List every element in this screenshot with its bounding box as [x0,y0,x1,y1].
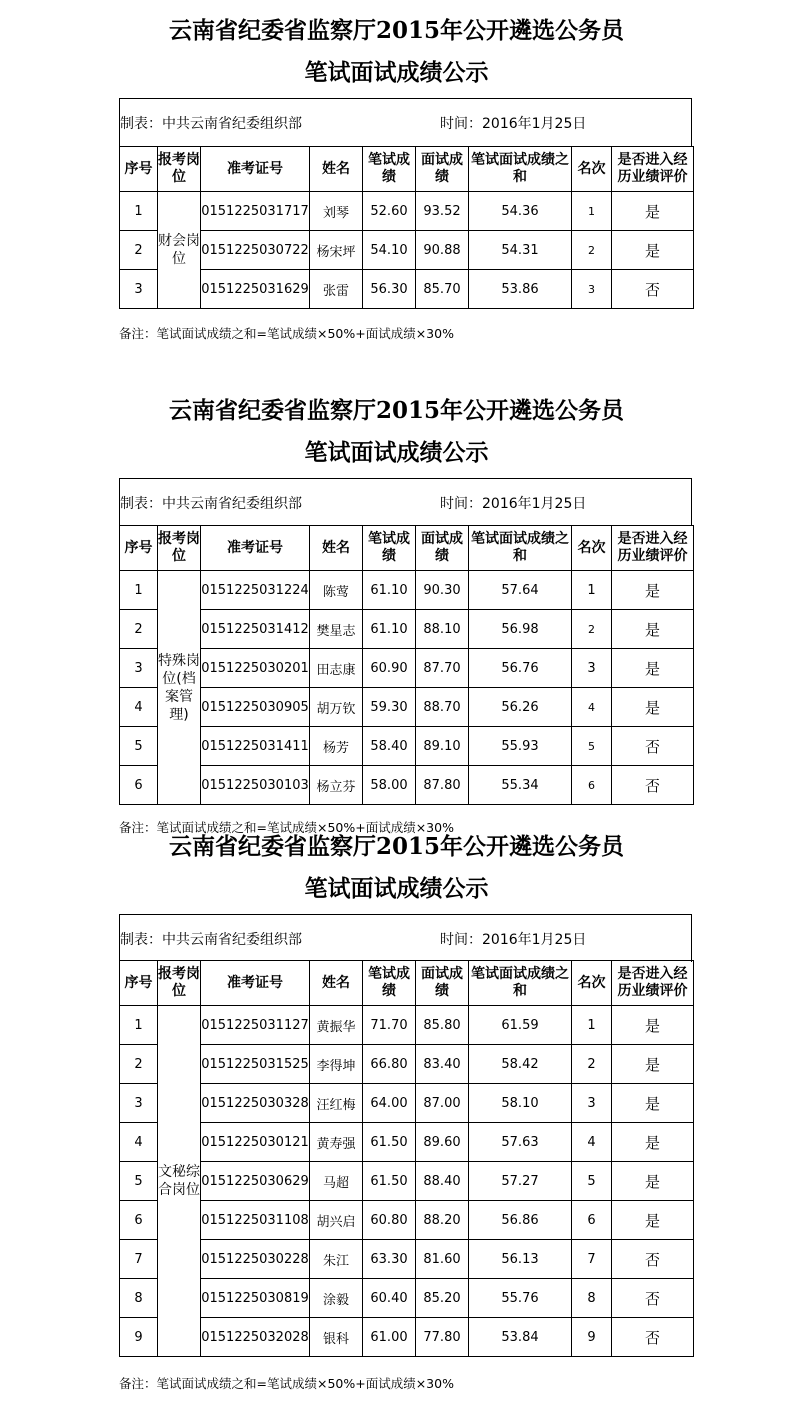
cell-name: 胡兴启 [310,1201,363,1240]
cell-eval: 是 [612,1201,694,1240]
cell-written: 54.10 [363,231,416,270]
cell-no: 6 [120,766,158,805]
cell-name: 涂毅 [310,1279,363,1318]
header-eval: 是否进入经历业绩评价 [612,961,694,1006]
cell-rank: 4 [572,1123,612,1162]
cell-sum: 56.76 [469,649,572,688]
header-rank: 名次 [572,526,612,571]
cell-written: 61.10 [363,571,416,610]
cell-eval: 否 [612,270,694,309]
header-post: 报考岗位 [158,526,201,571]
header-no: 序号 [120,961,158,1006]
table-row [120,571,694,610]
maker-label: 制表：中共云南省纪委组织部 [120,116,302,132]
cell-no: 3 [120,649,158,688]
cell-interview: 89.60 [416,1123,469,1162]
cell-eval: 是 [612,1162,694,1201]
cell-name: 田志康 [310,649,363,688]
header-sum: 笔试面试成绩之和 [469,147,572,192]
cell-interview: 87.80 [416,766,469,805]
formula-note: 备注：笔试面试成绩之和=笔试成绩×50%+面试成绩×30% [119,820,454,835]
cell-eval: 否 [612,1318,694,1357]
cell-name: 汪红梅 [310,1084,363,1123]
header-eval: 是否进入经历业绩评价 [612,526,694,571]
cell-sum: 55.93 [469,727,572,766]
cell-rank: 1 [572,571,612,610]
cell-eval: 否 [612,727,694,766]
header-written: 笔试成绩 [363,147,416,192]
cell-sum: 56.86 [469,1201,572,1240]
cell-rank: 9 [572,1318,612,1357]
cell-written: 52.60 [363,192,416,231]
table-row [120,688,694,727]
meta-row [119,914,692,962]
cell-sum: 54.36 [469,192,572,231]
cell-name: 银科 [310,1318,363,1357]
cell-interview: 93.52 [416,192,469,231]
cell-name: 陈莺 [310,571,363,610]
cell-written: 63.30 [363,1240,416,1279]
cell-sum: 56.26 [469,688,572,727]
cell-ticket: 0151225030629 [201,1162,310,1201]
cell-interview: 87.00 [416,1084,469,1123]
table-row [120,727,694,766]
table-row [120,1318,694,1357]
header-rank: 名次 [572,961,612,1006]
time-label: 时间：2016年1月25日 [440,116,587,132]
cell-name: 黄振华 [310,1006,363,1045]
table-row [120,649,694,688]
cell-written: 66.80 [363,1045,416,1084]
formula-note: 备注：笔试面试成绩之和=笔试成绩×50%+面试成绩×30% [119,326,454,341]
table-header-row [120,961,694,1006]
maker-label: 制表：中共云南省纪委组织部 [120,496,302,512]
cell-no: 8 [120,1279,158,1318]
cell-interview: 85.70 [416,270,469,309]
cell-sum: 56.98 [469,610,572,649]
score-table [119,146,694,309]
header-interview: 面试成绩 [416,526,469,571]
cell-name: 杨立芬 [310,766,363,805]
cell-ticket: 0151225030121 [201,1123,310,1162]
page-title: 云南省纪委省监察厅2015年公开遴选公务员 [168,397,624,424]
page-subtitle: 笔试面试成绩公示 [304,59,489,86]
cell-no: 5 [120,727,158,766]
cell-rank: 2 [572,610,612,649]
header-no: 序号 [120,526,158,571]
cell-name: 马超 [310,1162,363,1201]
time-label: 时间：2016年1月25日 [440,496,587,512]
cell-eval: 是 [612,1006,694,1045]
cell-written: 59.30 [363,688,416,727]
cell-sum: 57.64 [469,571,572,610]
cell-ticket: 0151225030722 [201,231,310,270]
cell-no: 3 [120,270,158,309]
cell-written: 61.50 [363,1162,416,1201]
cell-sum: 61.59 [469,1006,572,1045]
cell-ticket: 0151225030103 [201,766,310,805]
cell-eval: 否 [612,766,694,805]
cell-no: 9 [120,1318,158,1357]
cell-eval: 是 [612,571,694,610]
header-post: 报考岗位 [158,961,201,1006]
cell-ticket: 0151225031224 [201,571,310,610]
page-title: 云南省纪委省监察厅2015年公开遴选公务员 [168,833,624,860]
cell-name: 朱江 [310,1240,363,1279]
formula-note: 备注：笔试面试成绩之和=笔试成绩×50%+面试成绩×30% [119,1376,454,1391]
cell-name: 胡万钦 [310,688,363,727]
cell-no: 6 [120,1201,158,1240]
cell-written: 61.00 [363,1318,416,1357]
time-label: 时间：2016年1月25日 [440,932,587,948]
cell-interview: 85.20 [416,1279,469,1318]
score-table [119,525,694,805]
cell-eval: 是 [612,192,694,231]
cell-eval: 是 [612,610,694,649]
cell-name: 刘琴 [310,192,363,231]
cell-sum: 53.84 [469,1318,572,1357]
table-row [120,1006,694,1045]
cell-ticket: 0151225031525 [201,1045,310,1084]
cell-no: 5 [120,1162,158,1201]
cell-ticket: 0151225030905 [201,688,310,727]
cell-written: 58.00 [363,766,416,805]
cell-eval: 是 [612,1084,694,1123]
cell-eval: 是 [612,1045,694,1084]
cell-name: 杨芳 [310,727,363,766]
header-post: 报考岗位 [158,147,201,192]
cell-no: 4 [120,688,158,727]
cell-interview: 77.80 [416,1318,469,1357]
cell-no: 1 [120,571,158,610]
cell-eval: 是 [612,688,694,727]
cell-name: 黄寿强 [310,1123,363,1162]
cell-sum: 55.34 [469,766,572,805]
meta-row [119,98,692,146]
cell-written: 61.10 [363,610,416,649]
cell-ticket: 0151225030819 [201,1279,310,1318]
header-ticket: 准考证号 [201,961,310,1006]
cell-interview: 83.40 [416,1045,469,1084]
header-name: 姓名 [310,961,363,1006]
maker-label: 制表：中共云南省纪委组织部 [120,932,302,948]
cell-sum: 58.42 [469,1045,572,1084]
header-written: 笔试成绩 [363,526,416,571]
cell-post: 文秘综合岗位 [158,1006,201,1357]
cell-eval: 是 [612,649,694,688]
table-row [120,1201,694,1240]
cell-rank: 3 [572,270,612,309]
table-row [120,1045,694,1084]
cell-eval: 是 [612,231,694,270]
header-ticket: 准考证号 [201,526,310,571]
cell-interview: 89.10 [416,727,469,766]
cell-rank: 3 [572,649,612,688]
table-row [120,610,694,649]
cell-ticket: 0151225030201 [201,649,310,688]
score-table [119,960,694,1357]
table-row [120,231,694,270]
page-title: 云南省纪委省监察厅2015年公开遴选公务员 [168,17,624,44]
cell-eval: 否 [612,1279,694,1318]
cell-written: 56.30 [363,270,416,309]
cell-written: 60.80 [363,1201,416,1240]
cell-rank: 5 [572,1162,612,1201]
cell-rank: 8 [572,1279,612,1318]
cell-ticket: 0151225031108 [201,1201,310,1240]
cell-written: 71.70 [363,1006,416,1045]
cell-rank: 1 [572,1006,612,1045]
cell-ticket: 0151225030228 [201,1240,310,1279]
cell-no: 2 [120,231,158,270]
header-ticket: 准考证号 [201,147,310,192]
cell-interview: 85.80 [416,1006,469,1045]
table-row [120,192,694,231]
table-row [120,1240,694,1279]
header-written: 笔试成绩 [363,961,416,1006]
cell-written: 60.40 [363,1279,416,1318]
page-subtitle: 笔试面试成绩公示 [304,439,489,466]
header-sum: 笔试面试成绩之和 [469,526,572,571]
cell-sum: 56.13 [469,1240,572,1279]
cell-sum: 55.76 [469,1279,572,1318]
cell-ticket: 0151225032028 [201,1318,310,1357]
cell-post: 财会岗位 [158,192,201,309]
cell-written: 58.40 [363,727,416,766]
cell-ticket: 0151225031412 [201,610,310,649]
cell-sum: 53.86 [469,270,572,309]
table-row [120,1084,694,1123]
cell-no: 3 [120,1084,158,1123]
cell-no: 7 [120,1240,158,1279]
cell-interview: 88.20 [416,1201,469,1240]
cell-sum: 54.31 [469,231,572,270]
cell-ticket: 0151225031717 [201,192,310,231]
table-row [120,1123,694,1162]
cell-no: 2 [120,610,158,649]
table-header-row [120,526,694,571]
cell-name: 樊星志 [310,610,363,649]
page-subtitle: 笔试面试成绩公示 [304,875,489,902]
header-name: 姓名 [310,526,363,571]
header-interview: 面试成绩 [416,147,469,192]
cell-rank: 4 [572,688,612,727]
table-row [120,1162,694,1201]
cell-interview: 88.10 [416,610,469,649]
cell-rank: 1 [572,192,612,231]
table-header-row [120,147,694,192]
cell-written: 61.50 [363,1123,416,1162]
cell-rank: 6 [572,1201,612,1240]
cell-rank: 6 [572,766,612,805]
header-rank: 名次 [572,147,612,192]
table-row [120,270,694,309]
cell-post: 特殊岗位(档案管理) [158,571,201,805]
header-no: 序号 [120,147,158,192]
header-eval: 是否进入经历业绩评价 [612,147,694,192]
cell-ticket: 0151225031127 [201,1006,310,1045]
cell-interview: 87.70 [416,649,469,688]
cell-eval: 是 [612,1123,694,1162]
cell-sum: 57.63 [469,1123,572,1162]
cell-interview: 90.88 [416,231,469,270]
header-interview: 面试成绩 [416,961,469,1006]
table-row [120,766,694,805]
cell-name: 杨宋坪 [310,231,363,270]
cell-interview: 90.30 [416,571,469,610]
cell-ticket: 0151225030328 [201,1084,310,1123]
cell-interview: 81.60 [416,1240,469,1279]
cell-rank: 5 [572,727,612,766]
header-name: 姓名 [310,147,363,192]
cell-rank: 3 [572,1084,612,1123]
cell-no: 4 [120,1123,158,1162]
cell-eval: 否 [612,1240,694,1279]
cell-ticket: 0151225031411 [201,727,310,766]
cell-rank: 7 [572,1240,612,1279]
cell-sum: 58.10 [469,1084,572,1123]
cell-no: 1 [120,1006,158,1045]
cell-rank: 2 [572,1045,612,1084]
cell-rank: 2 [572,231,612,270]
table-row [120,1279,694,1318]
cell-ticket: 0151225031629 [201,270,310,309]
cell-interview: 88.40 [416,1162,469,1201]
cell-name: 李得坤 [310,1045,363,1084]
cell-name: 张雷 [310,270,363,309]
cell-no: 1 [120,192,158,231]
cell-sum: 57.27 [469,1162,572,1201]
cell-no: 2 [120,1045,158,1084]
cell-written: 64.00 [363,1084,416,1123]
meta-row [119,478,692,526]
header-sum: 笔试面试成绩之和 [469,961,572,1006]
cell-interview: 88.70 [416,688,469,727]
cell-written: 60.90 [363,649,416,688]
